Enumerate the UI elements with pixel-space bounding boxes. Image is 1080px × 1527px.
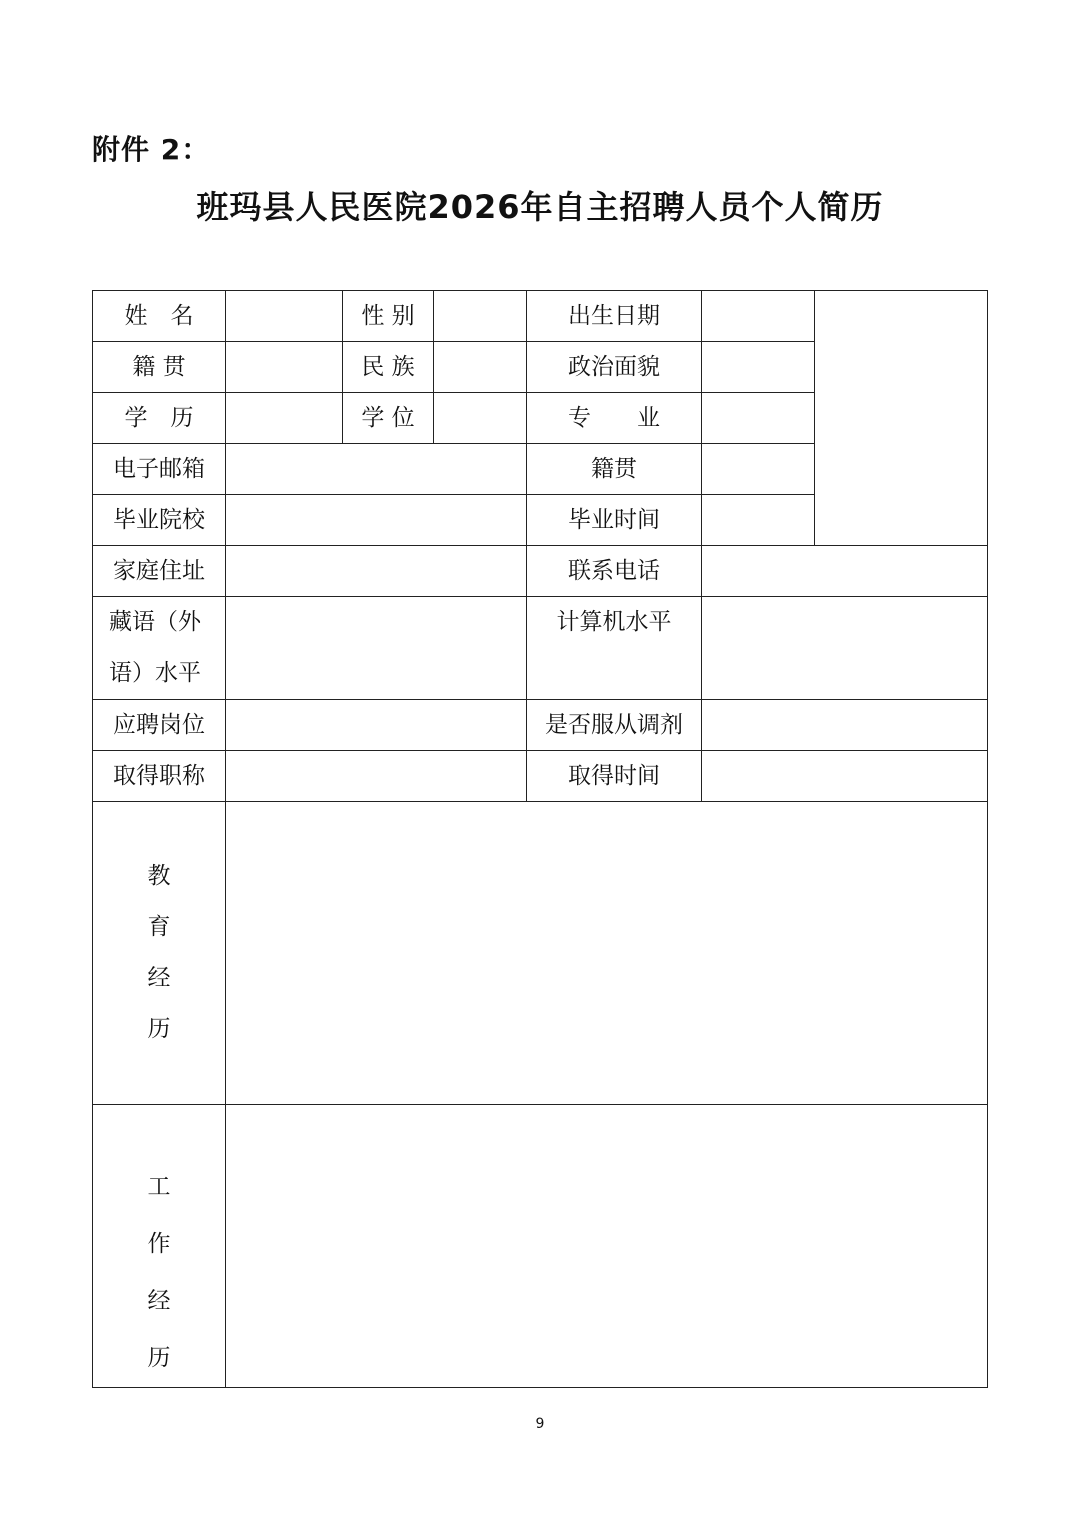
work-history-field[interactable] (226, 1105, 988, 1388)
native-place-2-label: 籍贯 (527, 444, 702, 495)
email-label: 电子邮箱 (93, 444, 226, 495)
name-label: 姓 名 (93, 291, 226, 342)
applied-position-field[interactable] (226, 700, 527, 751)
table-row (93, 1105, 988, 1388)
photo-box[interactable] (815, 291, 988, 546)
native-place-field[interactable] (226, 342, 343, 393)
education-history-text: 教育经历 (147, 863, 171, 1042)
education-label: 学 历 (93, 393, 226, 444)
table-row (93, 291, 988, 342)
table-row (93, 751, 988, 802)
graduate-school-field[interactable] (226, 495, 527, 546)
name-field[interactable] (226, 291, 343, 342)
major-label: 专 业 (527, 393, 702, 444)
resume-form-table (92, 290, 988, 1388)
education-history-field[interactable] (226, 802, 988, 1105)
graduation-time-label: 毕业时间 (527, 495, 702, 546)
title-time-label: 取得时间 (527, 751, 702, 802)
political-status-field[interactable] (702, 342, 815, 393)
attachment-label: 附件 2： (92, 133, 211, 166)
native-place-label: 籍 贯 (93, 342, 226, 393)
home-address-field[interactable] (226, 546, 527, 597)
native-place-2-field[interactable] (702, 444, 815, 495)
table-row (93, 597, 988, 700)
education-history-label (93, 802, 226, 1105)
page-number: 9 (535, 1416, 545, 1432)
page-title: 班玛县人民医院2026年自主招聘人员个人简历 (196, 188, 884, 226)
graduation-time-field[interactable] (702, 495, 815, 546)
professional-title-field[interactable] (226, 751, 527, 802)
computer-level-label: 计算机水平 (527, 597, 702, 700)
email-field[interactable] (226, 444, 527, 495)
table-row (93, 700, 988, 751)
table-row (93, 802, 988, 1105)
accept-adjustment-field[interactable] (702, 700, 988, 751)
graduate-school-label: 毕业院校 (93, 495, 226, 546)
language-level-label: 藏语（外语）水平 (93, 597, 226, 700)
home-address-label: 家庭住址 (93, 546, 226, 597)
phone-field[interactable] (702, 546, 988, 597)
applied-position-label: 应聘岗位 (93, 700, 226, 751)
birth-date-label: 出生日期 (527, 291, 702, 342)
accept-adjustment-label: 是否服从调剂 (527, 700, 702, 751)
ethnicity-field[interactable] (434, 342, 527, 393)
major-field[interactable] (702, 393, 815, 444)
professional-title-label: 取得职称 (93, 751, 226, 802)
phone-label: 联系电话 (527, 546, 702, 597)
table-row (93, 546, 988, 597)
political-status-label: 政治面貌 (527, 342, 702, 393)
education-field[interactable] (226, 393, 343, 444)
degree-field[interactable] (434, 393, 527, 444)
computer-level-field[interactable] (702, 597, 988, 700)
title-time-field[interactable] (702, 751, 988, 802)
work-history-label (93, 1105, 226, 1388)
work-history-text: 工作经历 (147, 1174, 171, 1371)
gender-label: 性 别 (343, 291, 434, 342)
gender-field[interactable] (434, 291, 527, 342)
ethnicity-label: 民 族 (343, 342, 434, 393)
language-level-field[interactable] (226, 597, 527, 700)
birth-date-field[interactable] (702, 291, 815, 342)
degree-label: 学 位 (343, 393, 434, 444)
